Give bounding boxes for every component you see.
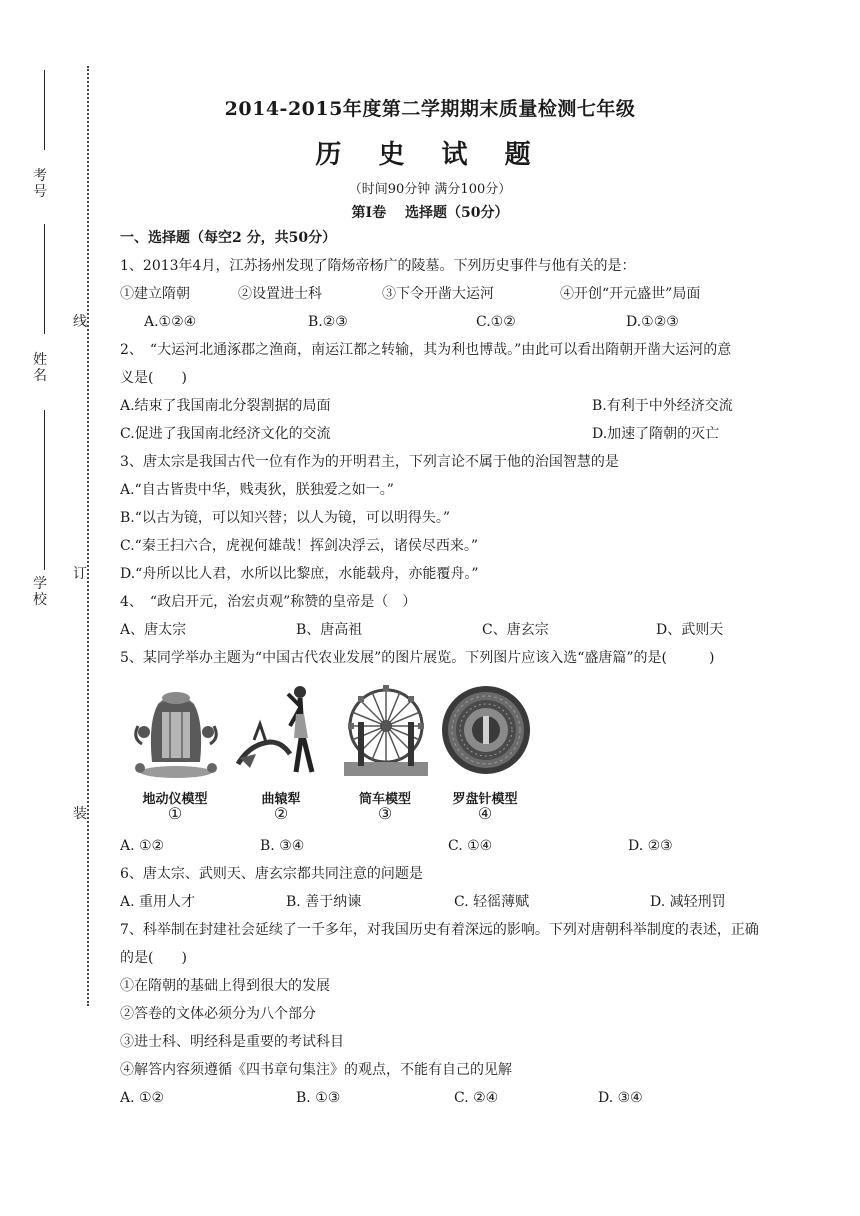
q5-option-b: B. ③④ <box>260 838 305 854</box>
figure-2-number: ② <box>273 804 289 823</box>
q7-item-1: ①在隋朝的基础上得到很大的发展 <box>120 978 330 994</box>
part-heading: 第Ⅰ卷 选择题（50分） <box>351 205 509 221</box>
q1-option-d: D.①②③ <box>626 314 679 330</box>
figure-1-number: ① <box>167 804 183 823</box>
q3-option-b: B.“以古为镜，可以知兴替；以人为镜，可以明得失。” <box>120 510 451 526</box>
q1-item-3: ③下令开凿大运河 <box>382 286 494 302</box>
curved-plow-image <box>230 684 330 780</box>
q4-option-b: B、唐高祖 <box>296 622 363 638</box>
side-word-ding: 订 <box>73 566 87 582</box>
section-heading: 一、选择题（每空2 分，共50分） <box>120 230 337 246</box>
figure-4-number: ④ <box>477 804 493 823</box>
q7-stem-line2: 的是( ) <box>120 950 187 966</box>
q1-option-a: A.①②④ <box>144 314 197 330</box>
q4-stem: 4、 “政启开元，治宏贞观”称赞的皇帝是（ ） <box>120 594 417 610</box>
side-word-xian: 线 <box>73 314 87 330</box>
q1-item-2: ②设置进士科 <box>238 286 322 302</box>
exam-title: 2014-2015年度第二学期期末质量检测七年级 <box>224 98 636 120</box>
q3-stem: 3、唐太宗是我国古代一位有作为的开明君主，下列言论不属于他的治国智慧的是 <box>120 454 619 470</box>
q6-option-d: D. 减轻刑罚 <box>650 894 726 910</box>
q4-option-c: C、唐玄宗 <box>482 622 549 638</box>
q7-item-3: ③进士科、明经科是重要的考试科目 <box>120 1034 344 1050</box>
figure-3-number: ③ <box>377 804 393 823</box>
q2-option-a: A.结束了我国南北分裂割据的局面 <box>120 398 331 414</box>
q5-option-d: D. ②③ <box>628 838 673 854</box>
q1-item-1: ①建立隋朝 <box>120 286 190 302</box>
side-word-zhuang: 装 <box>73 806 87 822</box>
q5-stem: 5、某同学举办主题为“中国古代农业发展”的图片展览。下列图片应该入选“盛唐篇”的是( ) <box>120 650 715 666</box>
q1-stem: 1、2013年4月，江苏扬州发现了隋炀帝杨广的陵墓。下列历史事件与他有关的是： <box>120 258 636 274</box>
q3-option-c: C.“秦王扫六合，虎视何雄哉！挥剑决浮云，诸侯尽西来。” <box>120 538 478 554</box>
q7-item-4: ④解答内容须遵循《四书章句集注》的观点，不能有自己的见解 <box>120 1062 512 1078</box>
name-label: 姓名 <box>33 352 47 384</box>
q7-option-c: C. ②④ <box>454 1090 499 1106</box>
q7-option-b: B. ①③ <box>296 1090 341 1106</box>
figure-2-caption: 曲辕犁 <box>261 792 301 807</box>
seismograph-model-image <box>128 682 224 782</box>
q7-item-2: ②答卷的文体必须分为八个部分 <box>120 1006 316 1022</box>
q1-option-b: B.②③ <box>308 314 348 330</box>
q2-option-d: D.加速了隋朝的灭亡 <box>592 426 720 442</box>
figure-1-caption: 地动仪模型 <box>142 792 208 807</box>
q6-stem: 6、唐太宗、武则天、唐玄宗都共同注意的问题是 <box>120 866 423 882</box>
q4-option-d: D、武则天 <box>656 622 724 638</box>
figure-4-caption: 罗盘针模型 <box>452 792 518 807</box>
school-label: 学校 <box>33 576 47 608</box>
q6-option-a: A. 重用人才 <box>120 894 196 910</box>
q1-option-c: C.①② <box>476 314 516 330</box>
q6-option-c: C. 轻徭薄赋 <box>454 894 530 910</box>
waterwheel-model-image <box>338 682 434 780</box>
q6-option-b: B. 善于纳谏 <box>286 894 362 910</box>
q5-option-a: A. ①② <box>120 838 165 854</box>
q7-option-d: D. ③④ <box>598 1090 643 1106</box>
q7-stem-line1: 7、科举制在封建社会延续了一千多年，对我国历史有着深远的影响。下列对唐朝科举制度的表述，正确 <box>120 922 759 938</box>
q3-option-a: A.“自古皆贵中华，贱夷狄，朕独爱之如一。” <box>120 482 394 498</box>
subject-title: 历 史 试 题 <box>315 140 545 170</box>
q2-stem-line2: 义是( ) <box>120 370 187 386</box>
binding-line-2 <box>44 224 45 334</box>
q7-option-a: A. ①② <box>120 1090 165 1106</box>
q2-option-b: B.有利于中外经济交流 <box>592 398 733 414</box>
figure-3-caption: 筒车模型 <box>358 792 411 807</box>
q1-item-4: ④开创“开元盛世”局面 <box>560 286 701 302</box>
binding-line-3 <box>44 410 45 570</box>
q2-stem-line1: 2、 “大运河北通涿郡之渔商，南运江都之转输，其为利也博哉。”由此可以看出隋朝开凿大运河的意 <box>120 342 732 358</box>
exam-meta: （时间90分钟 满分100分） <box>348 182 512 197</box>
q2-option-c: C.促进了我国南北经济文化的交流 <box>120 426 331 442</box>
q5-option-c: C. ①④ <box>448 838 493 854</box>
exam-number-label: 考号 <box>33 168 47 200</box>
q3-option-d: D.“舟所以比人君，水所以比黎庶，水能载舟，亦能覆舟。” <box>120 566 479 582</box>
compass-model-image <box>440 684 532 778</box>
q4-option-a: A、唐太宗 <box>120 622 187 638</box>
